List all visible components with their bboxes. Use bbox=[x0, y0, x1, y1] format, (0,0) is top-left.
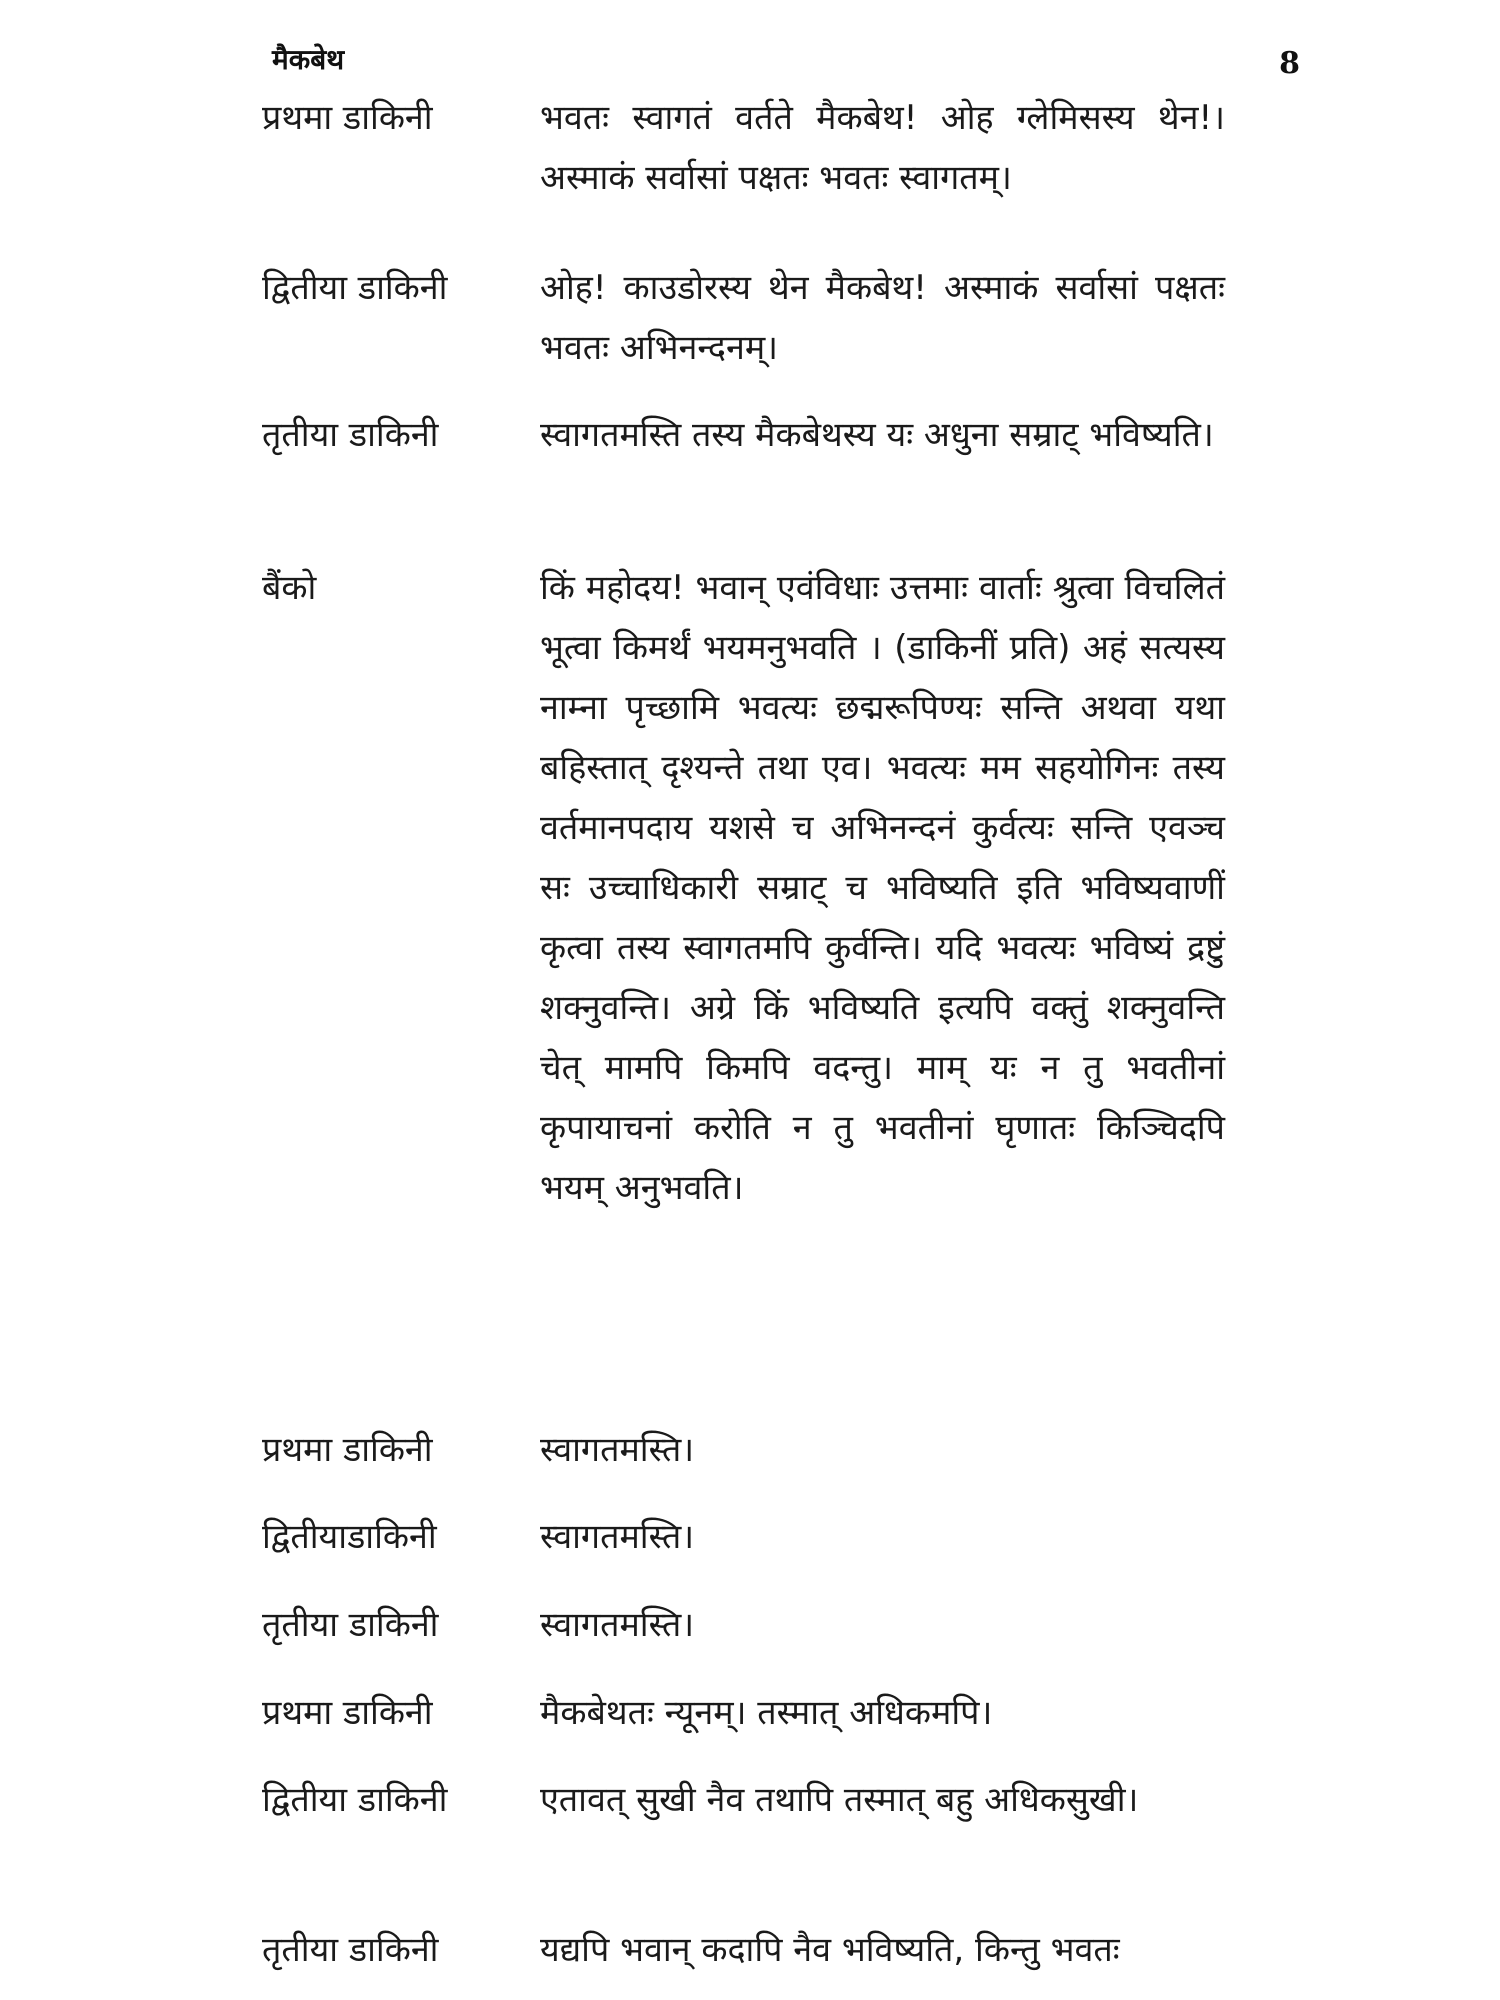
speech-text: मैकबेथतः न्यूनम्। तस्मात् अधिकमपि। bbox=[540, 1693, 993, 1733]
speaker-name: तृतीया डाकिनी bbox=[262, 1930, 439, 1970]
speaker-name: तृतीया डाकिनी bbox=[262, 1605, 439, 1645]
speaker-name: प्रथमा डाकिनी bbox=[262, 1693, 433, 1733]
speaker-name: द्वितीया डाकिनी bbox=[262, 268, 448, 308]
speaker-name: द्वितीया डाकिनी bbox=[262, 1780, 448, 1820]
speech-text: स्वागतमस्ति। bbox=[540, 1430, 695, 1470]
speaker-name: प्रथमा डाकिनी bbox=[262, 98, 433, 138]
speaker-name: बैंको bbox=[262, 568, 317, 608]
speech-text: ओह! काउडोरस्य थेन मैकबेथ! अस्माकं सर्वासां पक्षतः भवतः अभिनन्दनम्। bbox=[540, 268, 1225, 368]
speaker-name: द्वितीयाडाकिनी bbox=[262, 1517, 437, 1557]
speech-text: स्वागतमस्ति। bbox=[540, 1605, 695, 1645]
speaker-name: तृतीया डाकिनी bbox=[262, 415, 439, 455]
page-number: 8 bbox=[1279, 46, 1300, 81]
speech-text: स्वागतमस्ति। bbox=[540, 1517, 695, 1557]
speaker-name: प्रथमा डाकिनी bbox=[262, 1430, 433, 1470]
speech-text: स्वागतमस्ति तस्य मैकबेथस्य यः अधुना सम्राट् भविष्यति। bbox=[540, 415, 1214, 455]
running-title: मैकबेथ bbox=[272, 43, 345, 76]
speech-text: किं महोदय! भवान् एवंविधाः उत्तमाः वार्ताः श्रुत्वा विचलितं भूत्वा किमर्थं भयमनुभवति । (डाकिनीं प्रति) अहं सत्यस्य नाम्ना पृच्छामि भवत्यः छद्मरूपिण्यः सन्ति अथवा यथा बहिस्तात् दृश्यन्ते तथा एव। भवत्यः मम सहयोगिनः तस्य वर्तमानपदाय यशसे च अभिनन्दनं कुर्वत्यः सन्ति एवञ्च सः उच्चाधिकारी सम्राट् च भविष्यति इति भविष्यवाणीं कृत्वा तस्य स्वागतमपि कुर्वन्ति। यदि भवत्यः भविष्यं द्रष्टुं शक्नुवन्ति। अग्रे किं भविष्यति इत्यपि वक्तुं शक्नुवन्ति चेत् मामपि किमपि वदन्तु। माम् यः न तु भवतीनां कृपायाचनां करोति न तु भवतीनां घृणातः किञ्चिदपि भयम् अनुभवति। bbox=[540, 568, 1225, 1208]
speech-text: भवतः स्वागतं वर्तते मैकबेथ! ओह ग्लेमिसस्य थेन!। अस्माकं सर्वासां पक्षतः भवतः स्वागतम्। bbox=[540, 98, 1225, 198]
speech-text: यद्यपि भवान् कदापि नैव भविष्यति, किन्तु भवतः bbox=[540, 1930, 1120, 1970]
speech-text: एतावत् सुखी नैव तथापि तस्मात् बहु अधिकसुखी। bbox=[540, 1780, 1139, 1820]
